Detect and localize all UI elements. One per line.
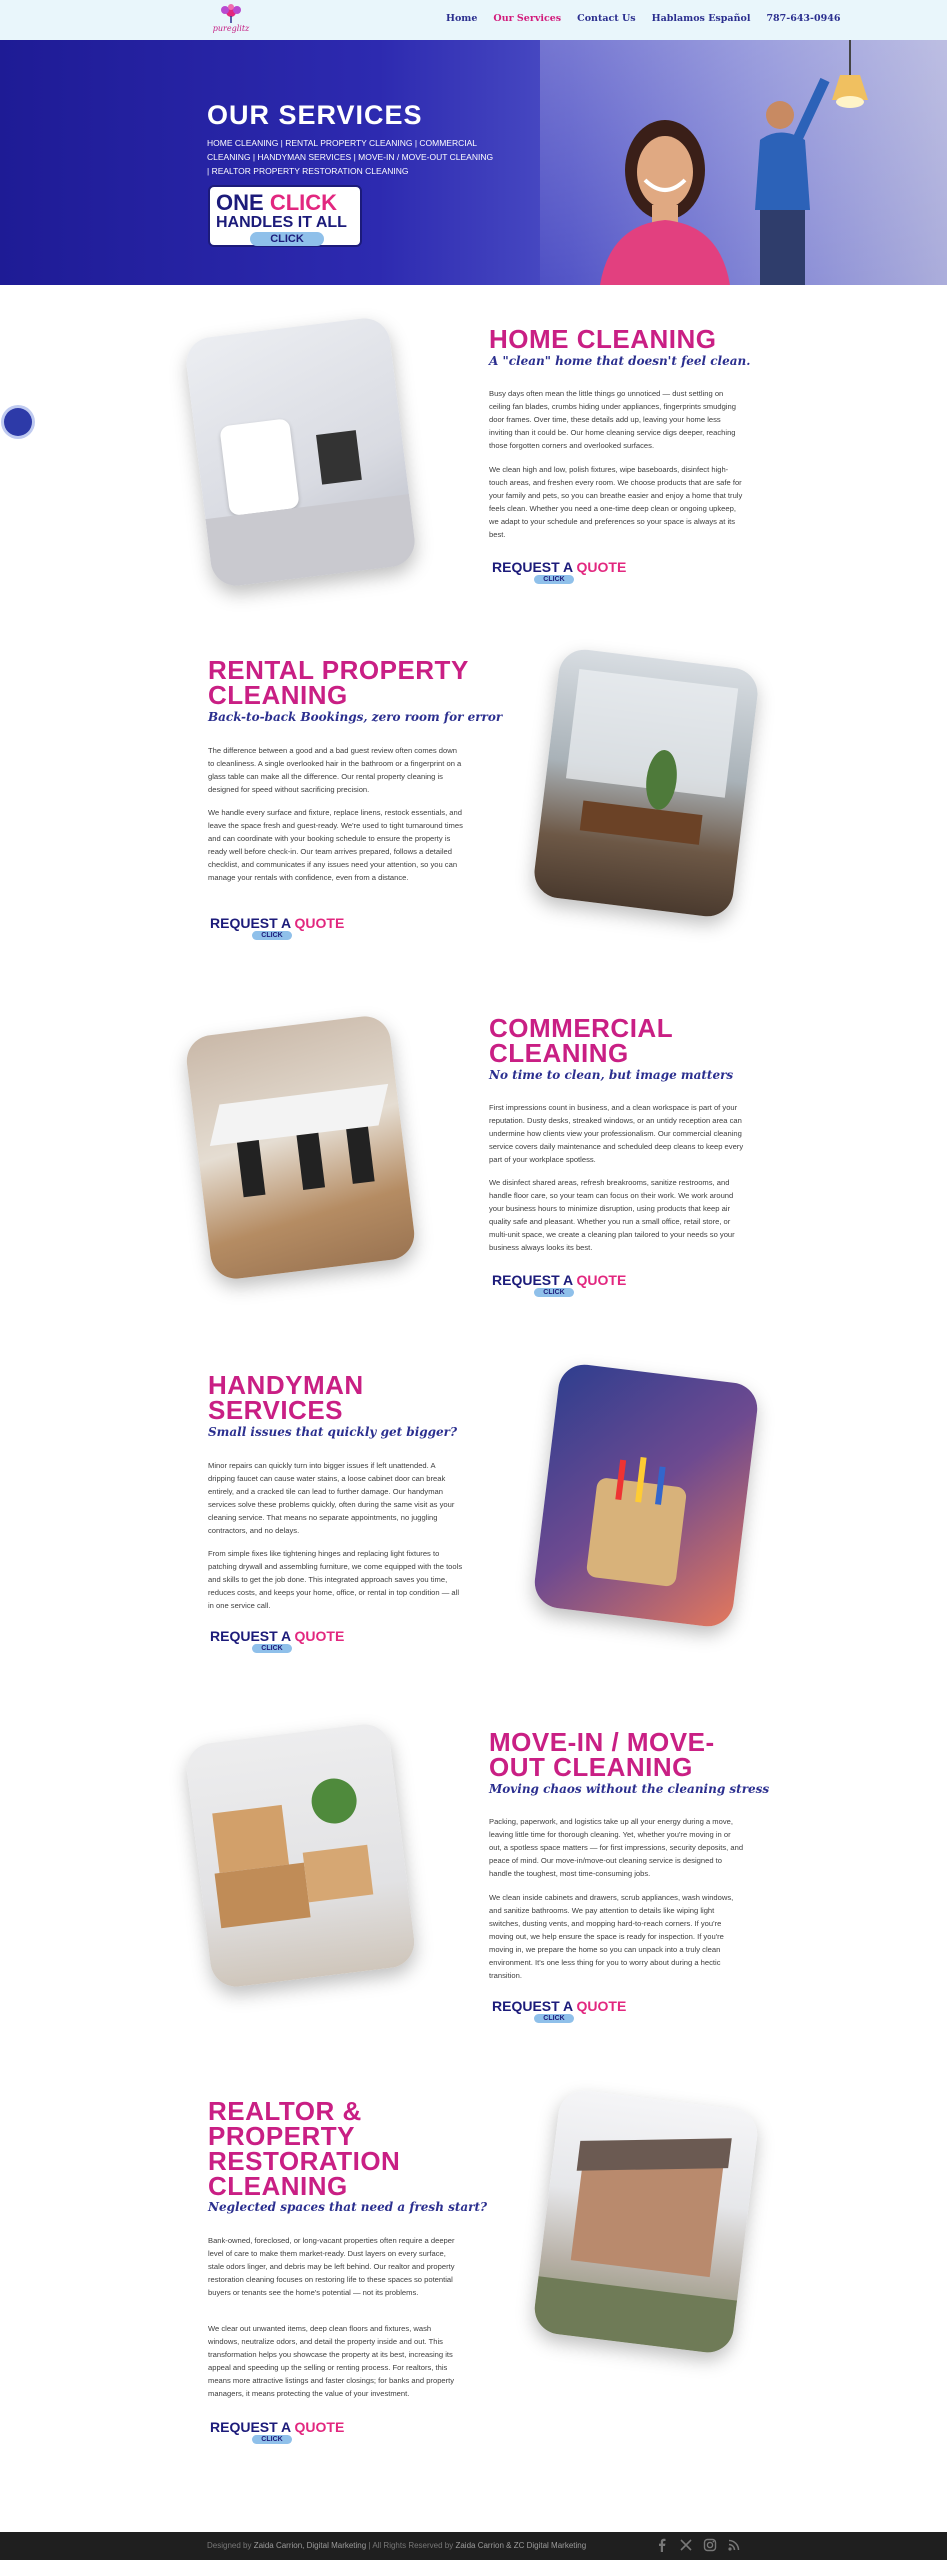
service-text-1: First impressions count in business, and a clean workspace is part of your reputation. Dusty desks, streaked windows, or an untidy reception area can undermine how clients view your professionalism. Our commercial cleaning service covers daily maintenance and scheduled deep cleans to keep every part of your workplace spotless. (489, 1103, 744, 1164)
instagram-icon[interactable] (703, 2538, 717, 2552)
move-cleaning-photo (184, 1721, 417, 1989)
request-quote-button-home[interactable]: REQUEST A QUOTE CLICK (492, 559, 627, 583)
nav-phone[interactable]: 787-643-0946 (766, 13, 841, 24)
request-quote-button-rental[interactable]: REQUEST A QUOTE CLICK (210, 915, 345, 939)
service-text-1: Busy days often mean the little things go unnoticed — dust settling on ceiling fan blades, crumbs hiding under appliances, fingerprints smudging door frames. Over time, these details add up, leaving your home less inviting than it could be. Our home cleaning service digs deeper, reaching those forgotten corners and overlooked surfaces. (489, 389, 736, 450)
service-text-2: From simple fixes like tightening hinges and replacing light fixtures to patching drywall and assembling furniture, we come equipped with the tools and skills to get the job done. This integrated approach saves you time, reduces costs, and keeps your home, office, or rental in top condition — all in one service call. (208, 1549, 463, 1610)
nav-contact-us[interactable]: Contact Us (577, 13, 636, 24)
site-logo[interactable] (206, 3, 256, 37)
request-quote-button-realtor[interactable]: REQUEST A QUOTE CLICK (210, 2419, 345, 2443)
service-text-2: We disinfect shared areas, refresh breakrooms, sanitize restrooms, and handle floor care, so your team can focus on their work. We work around your business hours to minimize disruption, using products that keep air quality safe and pleasant. Whether you run a small office, retail store, or multi-unit space, we create a cleaning plan tailored to your needs so your business always looks its best. (489, 1178, 735, 1252)
service-tagline-handyman: Small issues that quickly get bigger? (208, 1425, 458, 1439)
service-title-move-in-out: MOVE-IN / MOVE-OUT CLEANING (489, 1727, 715, 1782)
request-quote-button-move[interactable]: REQUEST A QUOTE CLICK (492, 1998, 627, 2022)
service-text-1: The difference between a good and a bad guest review often comes down to cleanliness. A single overlooked hair in the bathroom or a fingerprint on a glass table can make all the difference. Our rental property cleaning is designed for speed without sacrificing precision. (208, 746, 462, 794)
badge-line-1: ONE CLICK (216, 190, 338, 215)
service-text-1: Minor repairs can quickly turn into bigger issues if left unattended. A dripping faucet can cause water stains, a loose cabinet door can break entirely, and a cracked tile can lead to further damage. Our handyman services solve these problems quickly, often during the same visit as your cleaning service. That means no separate appointments, no juggling contractors, and no delays. (208, 1461, 455, 1535)
footer-owner-link[interactable]: Zaida Carrion & ZC Digital Marketing (455, 2541, 587, 2550)
service-title-commercial: COMMERCIAL CLEANING (489, 1013, 673, 1068)
logo-text: pureglitz (212, 24, 250, 33)
service-title-home-cleaning: HOME CLEANING (489, 324, 717, 354)
commercial-cleaning-photo (184, 1013, 417, 1281)
hero-lamp-image (820, 40, 880, 120)
nav-hablamos-espanol[interactable]: Hablamos Español (651, 13, 751, 24)
floating-accessibility-button[interactable] (4, 408, 32, 436)
site-footer (0, 2532, 947, 2560)
service-text-1: Bank-owned, foreclosed, or long-vacant properties often require a deeper level of care to make them market-ready. Dust layers on every surface, stale odors linger, and debris may be left behind. Our realtor and property restoration cleaning focuses on restoring life to these spaces so potential buyers or tenants see the home's potential — not its problems. (208, 2236, 455, 2297)
service-text-2: We handle every surface and fixture, replace linens, restock essentials, and leave the space fresh and guest-ready. We're used to tight turnaround times and can coordinate with your booking schedule to ensure the property is ready well before check-in. Our team arrives prepared, follows a detailed checklist, and communicates if any issues need your attention, so you can manage your rentals with confidence, even from a distance. (208, 808, 463, 882)
service-tagline-commercial: No time to clean, but image matters (489, 1068, 734, 1082)
nav-our-services[interactable]: Our Services (493, 13, 562, 24)
service-title-realtor: REALTOR & PROPERTY RESTORATION CLEANING (208, 2096, 401, 2201)
footer-designer-link[interactable]: Zaida Carrion, Digital Marketing (253, 2541, 367, 2550)
service-text-2: We clean high and low, polish fixtures, wipe baseboards, disinfect high-touch areas, and freshen every room. We choose products that are safe for your family and pets, so you can breathe easier and enjoy a home that truly feels clean. Whether you need a one-time deep clean or ongoing upkeep, we adapt to your schedule and preferences so your space is always at its best. (489, 465, 743, 539)
rental-property-photo (532, 647, 761, 920)
service-text-2: We clean inside cabinets and drawers, scrub appliances, wash windows, and sanitize bathrooms. We pay attention to details like wiping light switches, dusting vents, and mopping hard-to-reach corners. If you're moving out, we help ensure the space is ready for inspection. If you're moving in, we prepare the home so you can unpack into a truly clean environment. It's one less thing for you to worry about during a hectic transition. (489, 1893, 734, 1980)
badge-click-button[interactable]: CLICK (250, 232, 324, 246)
hero-subtitle: HOME CLEANING | RENTAL PROPERTY CLEANING | COMMERCIAL CLEANING | HANDYMAN SERVICES | MOVE-IN / MOVE-OUT CLEANING | REALTOR PROPERTY RESTORATION CLEANING (207, 138, 494, 176)
realtor-photo (532, 2088, 760, 2356)
rss-icon[interactable] (727, 2538, 741, 2552)
nav-home[interactable]: Home (446, 13, 478, 24)
service-title-handyman: HANDYMAN SERVICES (208, 1370, 364, 1425)
service-text-2: We clear out unwanted items, deep clean floors and fixtures, wash windows, neutralize odors, and detail the property inside and out. This transformation helps you showcase the property at its best, increasing its appeal and speeding up the selling or renting process. For realtors, this means more attractive listings and faster closings; for banks and property managers, it means protecting the value of your investment. (208, 2324, 455, 2398)
service-tagline-realtor: Neglected spaces that need a fresh start? (208, 2200, 488, 2214)
badge-line-2: HANDLES IT ALL (216, 214, 347, 231)
request-quote-button-commercial[interactable]: REQUEST A QUOTE CLICK (492, 1272, 627, 1296)
footer-credits: Designed by Zaida Carrion, Digital Marketing | All Rights Reserved by Zaida Carrion & ZC Digital Marketing (207, 2541, 587, 2550)
service-title-rental-property: RENTAL PROPERTY CLEANING (208, 655, 469, 710)
hero-woman-image (590, 110, 740, 285)
logo-flower-icon (219, 3, 243, 23)
facebook-icon[interactable] (655, 2538, 669, 2552)
service-text-1: Packing, paperwork, and logistics take up all your energy during a move, leaving little time for thorough cleaning. Yet, whether you're moving in or out, a spotless space matters — for first impressions, security deposits, and peace of mind. Our move-in/move-out cleaning service is designed to handle the toughest, most time-consuming jobs. (489, 1817, 744, 1878)
one-click-badge[interactable] (208, 185, 362, 247)
site-header (0, 0, 947, 40)
x-twitter-icon[interactable] (679, 2538, 693, 2552)
service-tagline-move-in-out: Moving chaos without the cleaning stress (489, 1782, 770, 1796)
service-tagline-rental-property: Back-to-back Bookings, zero room for error (208, 710, 503, 724)
hero-banner (0, 40, 947, 285)
handyman-photo (532, 1362, 760, 1630)
hero-title: OUR SERVICES (207, 100, 423, 130)
home-cleaning-photo (184, 315, 418, 588)
request-quote-button-handyman[interactable]: REQUEST A QUOTE CLICK (210, 1628, 345, 1652)
main-nav (446, 13, 840, 24)
service-tagline-home-cleaning: A "clean" home that doesn't feel clean. (489, 354, 751, 368)
